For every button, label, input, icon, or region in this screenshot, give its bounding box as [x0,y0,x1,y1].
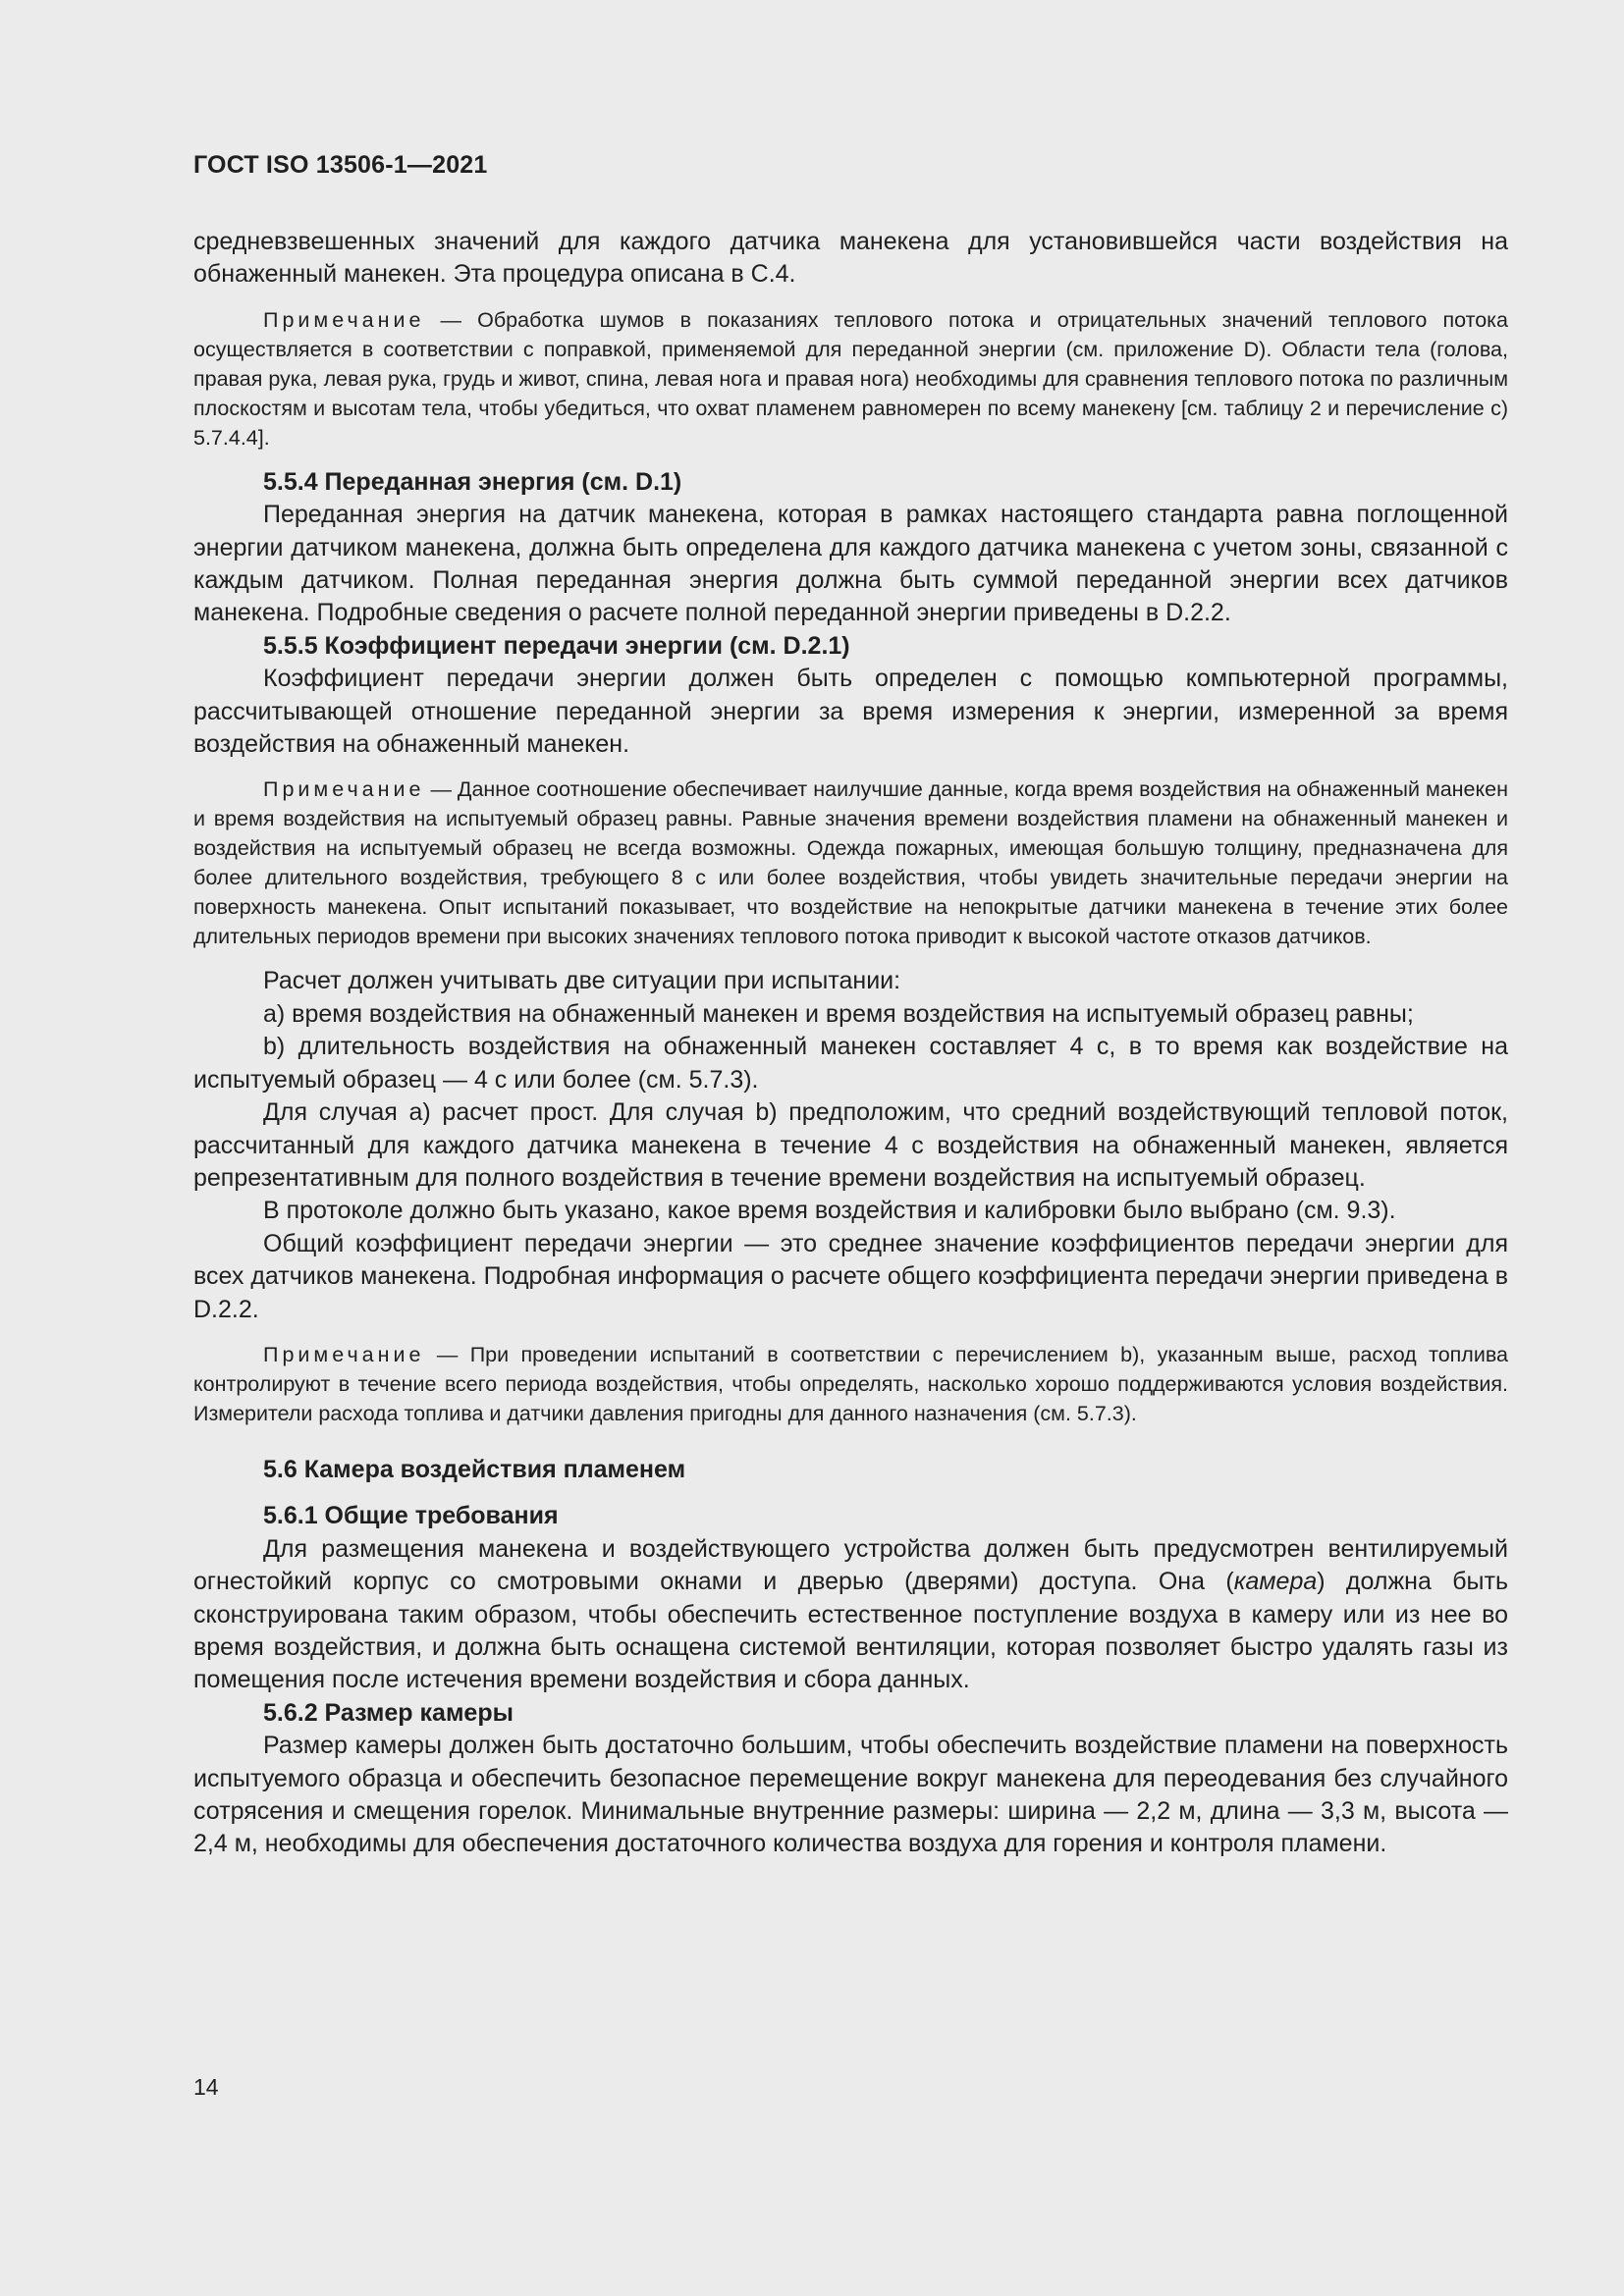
heading-5-6-1: 5.6.1 Общие требования [263,1502,559,1530]
document-header: ГОСТ ISO 13506-1—2021 [193,151,488,179]
heading-5-6-2: 5.6.2 Размер камеры [263,1698,514,1727]
paragraph-case: Для случая а) расчет прост. Для случая b) предположим, что средний воздействующий тепловой поток, рассчитанный для каждого датчика манекена в течение 4 с воздействия на обнаженный манекен, является репрезентативным для полного воздействия в течение времени воздействия на испытуемый образец. [193,1098,1508,1192]
paragraph-5-5-5: Коэффициент передачи энергии должен быть определен с помощью компьютерной программы, рассчитывающей отношение переданной энергии за время измерения к энергии, измеренной за время воздействия на обнаженный манекен. [193,665,1508,759]
document-body [193,226,1508,1861]
paragraph-5-5-4: Переданная энергия на датчик манекена, которая в рамках настоящего стандарта равна поглощенной энергии датчиком манекена, должна быть определена для каждого датчика манекена с учетом зоны, связанной с каждым датчиком. Полная переданная энергия должна быть суммой переданной энергии всех датчиков манекена. Подробные сведения о расчете полной переданной энергии приведены в D.2.2. [193,501,1508,627]
paragraph-5-6-1-part-1: Для размещения манекена и воздействующего устройства должен быть предусмотрен вентилируемый огнестойкий корпус со смотровыми окнами и дверью (дверями) доступа. Она ( [193,1534,1508,1596]
note-label: Примечание [263,777,425,802]
paragraph-overall: Общий коэффициент передачи энергии — это среднее значение коэффициентов передачи энергии для всех датчиков манекена. Подробная информация о расчете общего коэффициента передачи энергии приведена в D.2.2. [193,1229,1508,1323]
note-label: Примечание [263,307,425,332]
note-2 [193,774,1508,951]
note-1-text: — Обработка шумов в показаниях теплового потока и отрицательных значений теплового потока осуществляется в соответствии с поправкой, применяемой для переданной энергии (см. приложение D). Области тела (голова, правая рука, левая рука, грудь и живот, спина, левая нога и правая нога) необходимы для сравнения теплового потока по различным плоскостям и высотам тела, чтобы убедиться, что охват пламенем равномерен по всему манекену [см. таблицу 2 и перечисление с) 5.7.4.4]. [193,307,1508,450]
note-label: Примечание [263,1342,425,1366]
paragraph-5-6-1 [193,1533,1508,1697]
paragraph-5-6-2: Размер камеры должен быть достаточно большим, чтобы обеспечить воздействие пламени на поверхность испытуемого образца и обеспечить безопасное перемещение вокруг манекена для переодевания без случайного сотрясения и смещения горелок. Минимальные внутренние размеры: ширина — 2,2 м, длина — 3,3 м, высота — 2,4 м, необходимы для обеспечения достаточного количества воздуха для горения и контроля пламени. [193,1732,1508,1858]
term-chamber: камера [1233,1568,1318,1596]
paragraph-protocol: В протоколе должно быть указано, какое время воздействия и калибровки было выбрано (см. 9.3). [263,1197,1396,1225]
heading-5-5-5: 5.5.5 Коэффициент передачи энергии (см. D.2.1) [263,631,850,660]
note-3 [193,1340,1508,1428]
note-3-text: — При проведении испытаний в соответствии с перечислением b), указанным выше, расход топлива контролируют в течение всего периода воздействия, чтобы определять, насколько хорошо поддерживаются условия воздействия. Измерители расхода топлива и датчики давления пригодны для данного назначения (см. 5.7.3). [193,1342,1508,1425]
note-2-text: — Данное соотношение обеспечивает наилучшие данные, когда время воздействия на обнаженный манекен и время воздействия на испытуемый образец равны. Равные значения времени воздействия пламени на обнаженный манекен и воздействия на испытуемый образец не всегда возможны. Одежда пожарных, имеющая большую толщину, предназначена для более длительного воздействия, требующего 8 с или более воздействия, чтобы увидеть значительные передачи энергии на поверхность манекена. Опыт испытаний показывает, что воздействие на непокрытые датчики манекена в течение этих более длительных периодов времени при высоких значениях теплового потока приводит к высокой частоте отказов датчиков. [193,777,1508,949]
heading-5-6: 5.6 Камера воздействия пламенем [263,1455,686,1483]
list-item-a: а) время воздействия на обнаженный манекен и время воздействия на испытуемый образец равны; [263,999,1414,1028]
page-number: 14 [193,2074,219,2100]
heading-5-5-4: 5.5.4 Переданная энергия (см. D.1) [263,467,682,496]
paragraph-continued: средневзвешенных значений для каждого датчика манекена для установившейся части воздействия на обнаженный манекен. Эта процедура описана в С.4. [193,228,1508,289]
paragraph-5-6-1-part-2: ) должна быть сконструирована таким образом, чтобы обеспечить естественное поступление воздуха в камеру или из нее во время воздействия, и должна быть оснащена системой вентиляции, которая позволяет быстро удалять газы из помещения после истечения времени воздействия и сбора данных. [193,1568,1508,1694]
paragraph-calc: Расчет должен учитывать две ситуации при испытании: [263,967,901,995]
list-item-b: b) длительность воздействия на обнаженный манекен составляет 4 с, в то время как воздействие на испытуемый образец — 4 с или более (см. 5.7.3). [193,1033,1508,1094]
note-1 [193,305,1508,453]
